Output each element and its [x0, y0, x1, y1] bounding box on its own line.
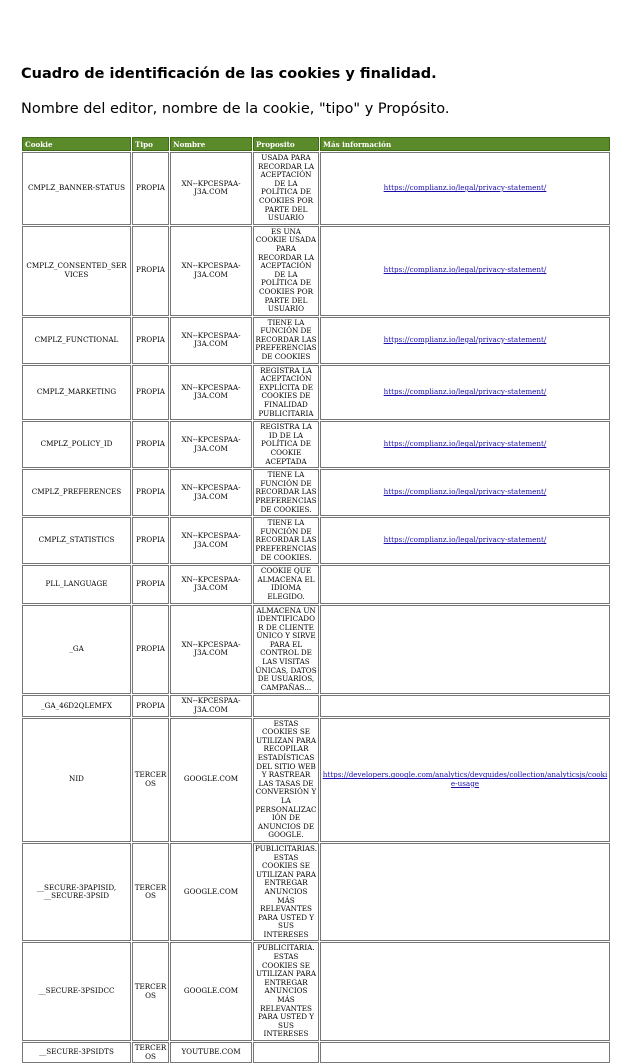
- header-nombre: Nombre: [170, 137, 252, 151]
- cell-cookie: _GA_46D2QLEMFX: [22, 695, 131, 716]
- cookie-table-container: [21, 136, 611, 1064]
- cell-nombre: XN--KPCESPAA-J3A.COM: [170, 695, 252, 716]
- cell-cookie: CMPLZ_POLICY_ID: [22, 421, 131, 468]
- cell-proposito: ESTAS COOKIES SE UTILIZAN PARA RECOPILAR ESTADÍSTICAS DEL SITIO WEB Y RASTREAR LAS TASAS DE CONVERSIÓN Y LA PERSONALIZACIÓN DE ANUNCIOS DE GOOGLE.: [253, 718, 319, 842]
- table-row: [22, 152, 610, 225]
- cell-tipo: PROPIA: [132, 565, 169, 603]
- cell-proposito: [253, 695, 319, 716]
- cell-mas-informacion: [320, 226, 610, 316]
- table-row: [22, 317, 610, 364]
- cell-nombre: XN--KPCESPAA-J3A.COM: [170, 421, 252, 468]
- cell-mas-informacion: [320, 1042, 610, 1063]
- page-title: Cuadro de identificación de las cookies y finalidad.: [21, 66, 437, 82]
- cell-cookie: CMPLZ_STATISTICS: [22, 517, 131, 564]
- cell-mas-informacion: [320, 317, 610, 364]
- more-info-link[interactable]: https://complianz.io/legal/privacy-statement/: [383, 334, 547, 344]
- cookie-table: [21, 136, 611, 1064]
- cell-nombre: XN--KPCESPAA-J3A.COM: [170, 469, 252, 516]
- table-row: [22, 226, 610, 316]
- more-info-link[interactable]: https://complianz.io/legal/privacy-statement/: [383, 487, 547, 497]
- cell-proposito: ALMACENA UN IDENTIFICADOR DE CLIENTE ÚNICO Y SIRVE PARA EL CONTROL DE LAS VISITAS ÚNICAS, DATOS DE USUARIOS, CAMPAÑAS...: [253, 605, 319, 695]
- cell-tipo: PROPIA: [132, 605, 169, 695]
- cell-tipo: PROPIA: [132, 317, 169, 364]
- cell-cookie: CMPLZ_BANNER-STATUS: [22, 152, 131, 225]
- cell-mas-informacion: [320, 695, 610, 716]
- table-row: [22, 421, 610, 468]
- more-info-link[interactable]: https://complianz.io/legal/privacy-statement/: [383, 535, 547, 545]
- page-subtitle: Nombre del editor, nombre de la cookie, "tipo" y Propósito.: [21, 101, 450, 117]
- header-cookie: Cookie: [22, 137, 131, 151]
- cell-proposito: TIENE LA FUNCIÓN DE RECORDAR LAS PREFERENCIAS DE COOKIES.: [253, 469, 319, 516]
- cell-proposito: PUBLICITARIAS. ESTAS COOKIES SE UTILIZAN PARA ENTREGAR ANUNCIOS MÁS RELEVANTES PARA USTED Y SUS INTERESES: [253, 843, 319, 942]
- cell-mas-informacion: [320, 517, 610, 564]
- cell-cookie: __SECURE-3PAPISID, __SECURE-3PSID: [22, 843, 131, 942]
- table-row: [22, 365, 610, 421]
- more-info-link[interactable]: https://complianz.io/legal/privacy-statement/: [383, 265, 547, 275]
- cell-cookie: CMPLZ_PREFERENCES: [22, 469, 131, 516]
- table-row: [22, 843, 610, 942]
- cell-cookie: CMPLZ_FUNCTIONAL: [22, 317, 131, 364]
- table-row: [22, 565, 610, 603]
- more-info-link[interactable]: https://complianz.io/legal/privacy-statement/: [383, 439, 547, 449]
- table-row: [22, 1042, 610, 1063]
- cell-proposito: COOKIE QUE ALMACENA EL IDIOMA ELEGIDO.: [253, 565, 319, 603]
- cell-nombre: XN--KPCESPAA-J3A.COM: [170, 226, 252, 316]
- cell-mas-informacion: [320, 469, 610, 516]
- cell-tipo: PROPIA: [132, 517, 169, 564]
- header-mas-informacion: Más información: [320, 137, 610, 151]
- cell-nombre: XN--KPCESPAA-J3A.COM: [170, 152, 252, 225]
- cell-nombre: XN--KPCESPAA-J3A.COM: [170, 317, 252, 364]
- cell-mas-informacion: [320, 421, 610, 468]
- cell-mas-informacion: [320, 942, 610, 1041]
- cell-mas-informacion: [320, 565, 610, 603]
- table-row: [22, 605, 610, 695]
- cell-tipo: PROPIA: [132, 469, 169, 516]
- cell-tipo: TERCEROS: [132, 942, 169, 1041]
- cell-cookie: PLL_LANGUAGE: [22, 565, 131, 603]
- cell-nombre: YOUTUBE.COM: [170, 1042, 252, 1063]
- cell-nombre: XN--KPCESPAA-J3A.COM: [170, 605, 252, 695]
- table-row: [22, 695, 610, 716]
- cell-tipo: TERCEROS: [132, 1042, 169, 1063]
- more-info-link[interactable]: https://complianz.io/legal/privacy-statement/: [383, 387, 547, 397]
- cell-proposito: REGISTRA LA ACEPTACIÓN EXPLÍCITA DE COOKIES DE FINALIDAD PUBLICITARIA: [253, 365, 319, 421]
- cell-proposito: REGISTRA LA ID DE LA POLÍTICA DE COOKIE ACEPTADA: [253, 421, 319, 468]
- cell-mas-informacion: [320, 365, 610, 421]
- cell-proposito: PUBLICITARIA. ESTAS COOKIES SE UTILIZAN PARA ENTREGAR ANUNCIOS MÁS RELEVANTES PARA USTED Y SUS INTERESES: [253, 942, 319, 1041]
- cell-tipo: TERCEROS: [132, 718, 169, 842]
- cell-cookie: CMPLZ_CONSENTED_SERVICES: [22, 226, 131, 316]
- cell-tipo: PROPIA: [132, 365, 169, 421]
- cell-proposito: TIENE LA FUNCIÓN DE RECORDAR LAS PREFERENCIAS DE COOKIES.: [253, 517, 319, 564]
- table-header-row: [22, 137, 610, 151]
- cell-nombre: GOOGLE.COM: [170, 843, 252, 942]
- cell-tipo: PROPIA: [132, 421, 169, 468]
- table-row: [22, 469, 610, 516]
- cell-nombre: GOOGLE.COM: [170, 718, 252, 842]
- cell-cookie: _GA: [22, 605, 131, 695]
- cell-proposito: ES UNA COOKIE USADA PARA RECORDAR LA ACEPTACIÓN DE LA POLÍTICA DE COOKIES POR PARTE DEL USUARIO: [253, 226, 319, 316]
- cell-proposito: [253, 1042, 319, 1063]
- more-info-link[interactable]: https://developers.google.com/analytics/devguides/collection/analyticsjs/cookie-usage: [322, 770, 608, 788]
- cell-mas-informacion: [320, 605, 610, 695]
- header-proposito: Proposito: [253, 137, 319, 151]
- more-info-link[interactable]: https://complianz.io/legal/privacy-statement/: [383, 183, 547, 193]
- table-row: [22, 942, 610, 1041]
- cell-nombre: XN--KPCESPAA-J3A.COM: [170, 517, 252, 564]
- cell-tipo: TERCEROS: [132, 843, 169, 942]
- table-body: [22, 152, 610, 1063]
- cell-tipo: PROPIA: [132, 152, 169, 225]
- cell-nombre: XN--KPCESPAA-J3A.COM: [170, 365, 252, 421]
- cell-nombre: XN--KPCESPAA-J3A.COM: [170, 565, 252, 603]
- cell-proposito: USADA PARA RECORDAR LA ACEPTACIÓN DE LA POLÍTICA DE COOKIES POR PARTE DEL USUARIO: [253, 152, 319, 225]
- cell-cookie: CMPLZ_MARKETING: [22, 365, 131, 421]
- header-tipo: Tipo: [132, 137, 169, 151]
- table-row: [22, 718, 610, 842]
- table-row: [22, 517, 610, 564]
- cell-mas-informacion: [320, 843, 610, 942]
- cell-nombre: GOOGLE.COM: [170, 942, 252, 1041]
- cell-mas-informacion: [320, 152, 610, 225]
- cell-cookie: __SECURE-3PSIDTS: [22, 1042, 131, 1063]
- cell-cookie: __SECURE-3PSIDCC: [22, 942, 131, 1041]
- cell-proposito: TIENE LA FUNCIÓN DE RECORDAR LAS PREFERENCIAS DE COOKIES: [253, 317, 319, 364]
- cell-mas-informacion: [320, 718, 610, 842]
- cell-tipo: PROPIA: [132, 226, 169, 316]
- cell-cookie: NID: [22, 718, 131, 842]
- cell-tipo: PROPIA: [132, 695, 169, 716]
